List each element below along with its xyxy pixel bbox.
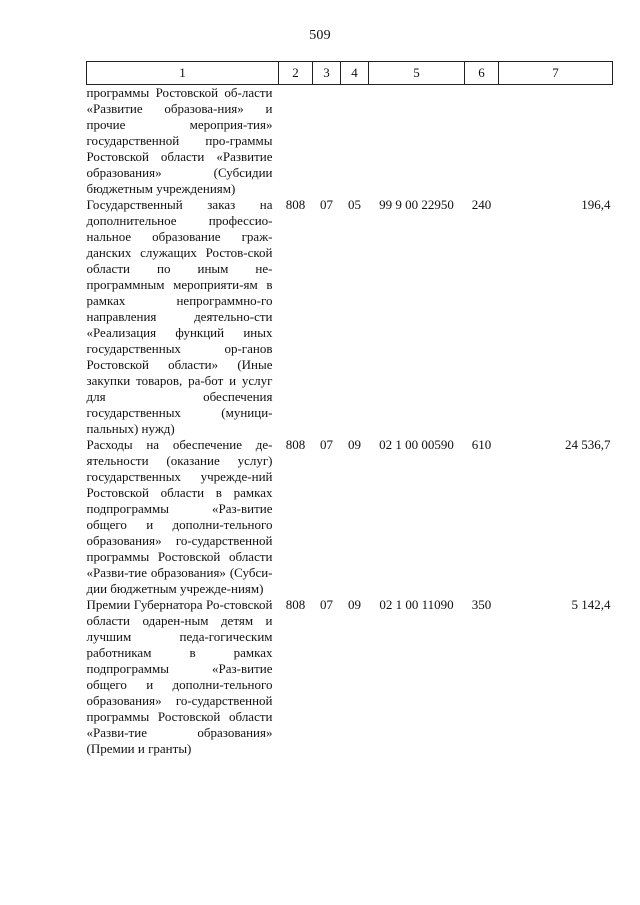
header-col-4: 4	[341, 62, 369, 85]
row-rz: 07	[320, 597, 333, 612]
header-col-1: 1	[87, 62, 279, 85]
row-sum: 196,4	[581, 197, 611, 212]
row-sum: 24 536,7	[565, 437, 611, 452]
header-col-5: 5	[369, 62, 465, 85]
row-rz: 07	[320, 197, 333, 212]
row-rz: 07	[320, 437, 333, 452]
table-header	[87, 62, 613, 85]
row-name: Премии Губернатора Ро-стовской области одарен-ным детям и лучшим педа-гогическим работникам в рамках подпрограммы «Раз-витие общего и дополни-тельного образования» го-сударственной программы Ростовской области «Разви-тие образования» (Премии и гранты)	[86, 597, 273, 756]
row-vr: 240	[471, 197, 492, 212]
row-csr: 99 9 00 22950	[379, 197, 454, 212]
header-col-7: 7	[499, 62, 613, 85]
row-pr: 09	[348, 437, 361, 452]
row-name: Государственный заказ на дополнительное профессио-нальное образование граж-данских служащих Ростов-ской области по иным не-программным мероприяти-ям в рамках непрограммно-го направления деятельно-сти «Реализация функций иных государственных ор-ганов Ростовской области» (Иные закупки товаров, ра-бот и услуг для обеспечения государственных (муници-пальных) нужд)	[86, 197, 273, 436]
row-ved: 808	[285, 197, 306, 212]
row-pr: 09	[348, 597, 361, 612]
row-ved: 808	[285, 597, 306, 612]
table-row	[87, 437, 613, 597]
page-number: 509	[309, 28, 331, 43]
header-col-3: 3	[313, 62, 341, 85]
row-csr: 02 1 00 11090	[379, 597, 454, 612]
row-vr: 350	[471, 597, 492, 612]
table-row	[87, 197, 613, 437]
row-pr	[341, 85, 369, 198]
row-name: Расходы на обеспечение де-ятельности (оказание услуг) государственных учрежде-ний Ростовской области в рамках подпрограммы «Раз-витие общего и дополни-тельного образования» го-сударственной программы Ростовской области «Разви-тие образования» (Субси-дии бюджетным учрежде-ниям)	[86, 437, 273, 596]
row-rz	[313, 85, 341, 198]
row-csr	[369, 85, 465, 198]
row-vr: 610	[471, 437, 492, 452]
row-pr: 05	[348, 197, 361, 212]
table-body	[87, 85, 613, 758]
row-ved: 808	[285, 437, 306, 452]
header-col-6: 6	[465, 62, 499, 85]
row-vr	[465, 85, 499, 198]
row-ved	[279, 85, 313, 198]
row-sum: 5 142,4	[571, 597, 611, 612]
table-row	[87, 597, 613, 757]
header-row	[87, 62, 613, 85]
row-csr: 02 1 00 00590	[379, 437, 454, 452]
row-sum	[499, 85, 613, 198]
table-row	[87, 85, 613, 198]
row-name: программы Ростовской об-ласти «Развитие образова-ния» и прочие мероприя-тия» государственной про-граммы Ростовской области «Развитие образования» (Субсидии бюджетным учреждениям)	[86, 85, 273, 196]
header-col-2: 2	[279, 62, 313, 85]
budget-table	[86, 61, 613, 757]
